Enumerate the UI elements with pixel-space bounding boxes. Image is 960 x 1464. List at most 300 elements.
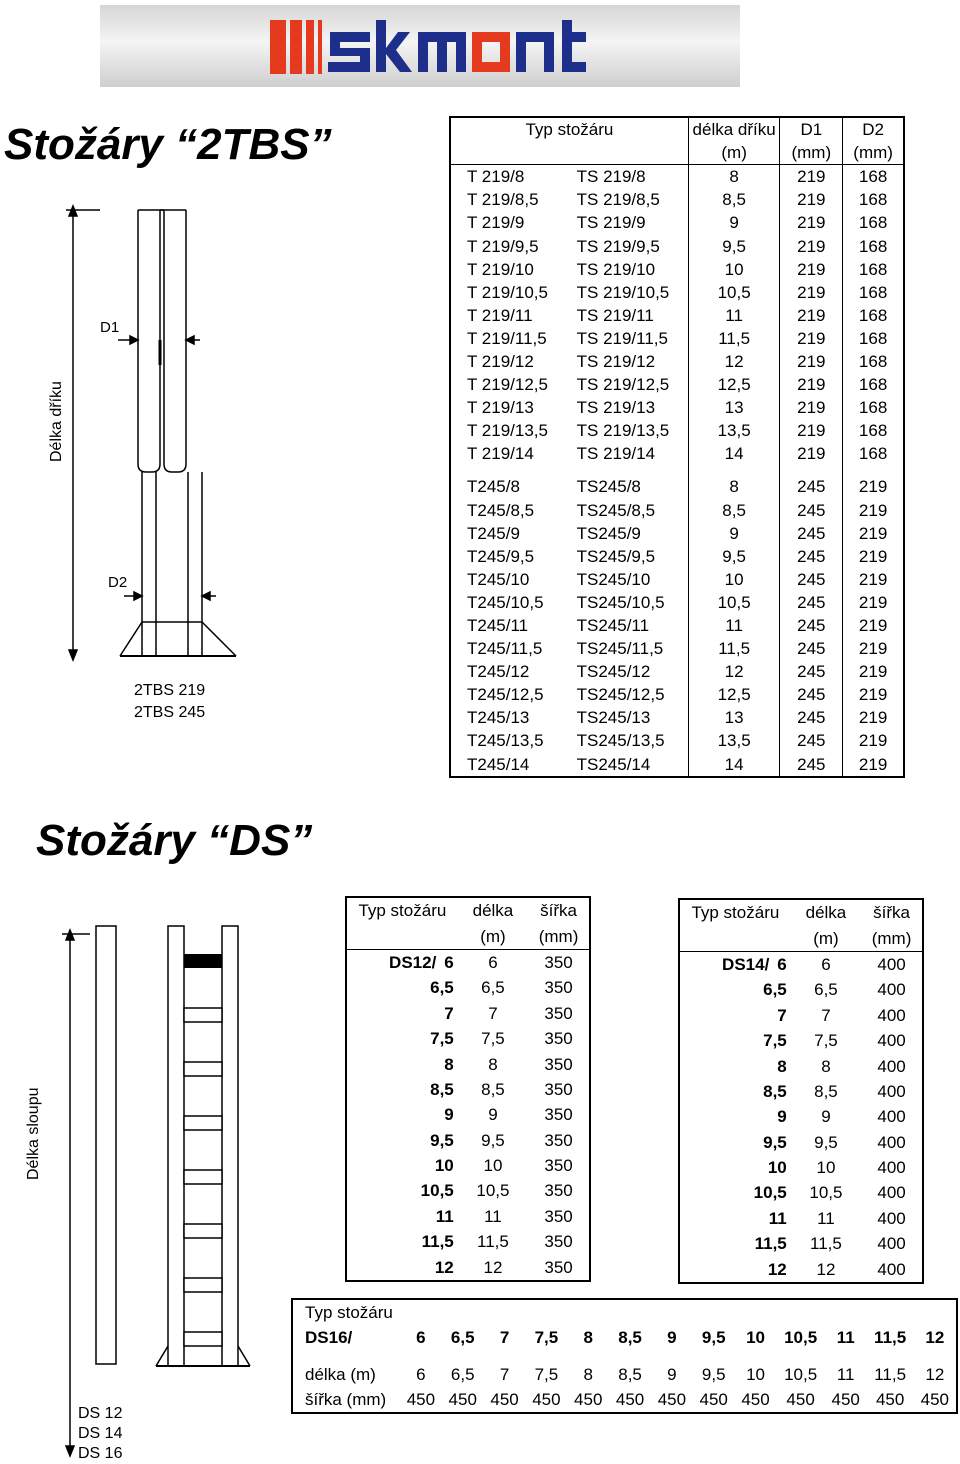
cell-type-t: T245/12 — [467, 662, 530, 682]
type-size: 11 — [768, 1208, 787, 1228]
cell-type-ts: TS 219/11 — [576, 305, 654, 325]
cell-width: 450 — [574, 1390, 603, 1409]
cell-type-ts: TS 219/10 — [576, 259, 656, 279]
cell-type-ts: TS 219/9,5 — [576, 236, 660, 256]
table-row — [346, 1051, 590, 1076]
cell-length: 14 — [688, 753, 780, 777]
ds16-prefix: DS16/ — [305, 1328, 353, 1347]
cell-type-t: T 219/14 — [467, 444, 534, 464]
cell-width: 350 — [544, 1156, 573, 1176]
table-group-245 — [450, 475, 904, 776]
cell-d2: 168 — [843, 396, 904, 419]
cell-type-t: T 219/8,5 — [467, 190, 539, 210]
model-label: DS 14 — [78, 1425, 123, 1442]
cell-width: 400 — [877, 1183, 906, 1203]
cell-width: 450 — [875, 1390, 905, 1409]
table-row — [679, 1155, 923, 1180]
table-row — [450, 545, 904, 568]
cell-type — [679, 1028, 791, 1053]
cell-d2: 168 — [843, 258, 904, 281]
type-size: 9 — [444, 1105, 454, 1125]
type-size: 6,5 — [763, 980, 787, 1000]
cell-type-ts: TS245/9,5 — [576, 546, 656, 566]
cell-d2: 168 — [843, 211, 904, 234]
cell-d1: 219 — [780, 258, 843, 281]
cell-d2: 219 — [843, 729, 904, 752]
cell-d1: 245 — [780, 753, 843, 777]
table-header-row — [450, 117, 904, 141]
cell-type — [679, 1130, 791, 1155]
table-row — [450, 522, 904, 545]
cell-d1: 245 — [780, 475, 843, 498]
cell-type — [346, 975, 458, 1000]
cell-width: 450 — [657, 1390, 687, 1409]
logo-letter-m — [418, 32, 466, 72]
cell-type — [346, 1001, 458, 1026]
cell-type — [679, 951, 791, 977]
cell-type-t: T245/8 — [467, 477, 520, 497]
cell-d2: 168 — [843, 419, 904, 442]
cell-length: 9,5 — [688, 545, 780, 568]
header-length: délka — [472, 901, 514, 921]
type-size: 11,5 — [421, 1232, 454, 1252]
table-row — [679, 1104, 923, 1129]
cell-d1: 245 — [780, 660, 843, 683]
ds-length-dimension-label: Délka sloupu — [25, 1087, 42, 1180]
d1-dimension-label: D1 — [100, 319, 120, 336]
table-row — [679, 1256, 923, 1282]
cell-type-ts: TS 219/8,5 — [576, 190, 660, 210]
type-size: 8,5 — [430, 1079, 454, 1099]
d2-dimension-label: D2 — [108, 574, 128, 591]
cell-d1: 219 — [780, 419, 843, 442]
cell-type-t: T245/9,5 — [467, 546, 535, 566]
cell-type — [346, 1102, 458, 1127]
cell-length: 8,5 — [814, 1081, 838, 1101]
cell-type: 10 — [746, 1328, 765, 1347]
header-width-unit: (mm) — [528, 923, 590, 949]
cell-length: 13,5 — [688, 419, 780, 442]
cell-type-ts: TS245/11 — [576, 616, 650, 636]
cell-length: 11 — [688, 614, 780, 637]
ds12-rows — [346, 949, 590, 1281]
table-group-219 — [450, 165, 904, 466]
ds14-spec-table — [678, 898, 924, 1284]
table-header-unit-row — [346, 923, 590, 949]
type-size: 9,5 — [763, 1132, 787, 1152]
type-size: 9 — [777, 1107, 787, 1127]
cell-type-ts: TS 219/14 — [576, 444, 656, 464]
type-size: 6 — [444, 952, 454, 972]
table-row — [450, 234, 904, 257]
cell-width: 450 — [615, 1390, 645, 1409]
table-row — [679, 1180, 923, 1205]
cell-length: 6,5 — [814, 980, 838, 1000]
type-size: 10 — [434, 1156, 454, 1176]
cell-length: 12 — [688, 350, 780, 373]
cell-d1: 245 — [780, 499, 843, 522]
cell-length: 14 — [688, 442, 780, 465]
table-row — [450, 281, 904, 304]
cell-d1: 219 — [780, 327, 843, 350]
cell-type: 9 — [667, 1328, 677, 1347]
ds16-spec-table — [291, 1298, 958, 1414]
cell-width: 450 — [448, 1390, 477, 1409]
type-size: 10,5 — [420, 1181, 454, 1201]
cell-type — [679, 977, 791, 1002]
cell-length: 13 — [688, 396, 780, 419]
cell-d1: 219 — [780, 165, 843, 189]
cell-length: 11,5 — [810, 1234, 842, 1254]
cell-type-t: T245/14 — [467, 754, 530, 774]
header-type: Typ stožáru — [525, 120, 614, 140]
header-length-unit: (m) — [688, 141, 780, 165]
cell-d2: 219 — [843, 545, 904, 568]
cell-type: 12 — [925, 1328, 945, 1347]
cell-length: 8 — [821, 1056, 831, 1076]
cell-width: 400 — [877, 1081, 906, 1101]
cell-length: 8 — [583, 1365, 593, 1384]
cell-type-ts: TS245/14 — [576, 754, 651, 774]
cell-d2: 219 — [843, 660, 904, 683]
cell-width: 450 — [786, 1390, 815, 1409]
table-row — [450, 327, 904, 350]
cell-length: 12,5 — [688, 683, 780, 706]
model-label: 2TBS 219 — [134, 682, 206, 699]
table-row — [346, 975, 590, 1000]
cell-width: 350 — [544, 952, 573, 972]
table-row — [450, 188, 904, 211]
cell-type — [346, 1077, 458, 1102]
ds16-width-row — [292, 1387, 957, 1413]
cell-d2: 219 — [843, 683, 904, 706]
table-row — [450, 729, 904, 752]
header-d1-unit: (mm) — [780, 141, 843, 165]
cell-width: 450 — [699, 1390, 728, 1409]
cell-type-t: T 219/12,5 — [467, 375, 548, 395]
cell-type: 6 — [416, 1328, 426, 1347]
cell-type: 7 — [499, 1328, 510, 1347]
cell-length: 10 — [688, 258, 780, 281]
cell-length: 11 — [484, 1206, 502, 1226]
table-row — [346, 949, 590, 975]
header-type: Typ stožáru — [358, 901, 447, 921]
cell-length: 7,5 — [814, 1031, 838, 1051]
cell-length: 7 — [821, 1005, 831, 1025]
type-prefix: DS14/ — [722, 954, 770, 974]
ds16-type-label-row — [292, 1299, 957, 1325]
cell-type-ts: TS 219/13 — [576, 398, 656, 418]
cell-length: 9,5 — [814, 1132, 838, 1152]
header-width: šířka — [873, 903, 910, 923]
cell-d1: 245 — [780, 568, 843, 591]
logo-letter-o — [472, 32, 510, 72]
cell-d1: 219 — [780, 373, 843, 396]
cell-d2: 219 — [843, 522, 904, 545]
cell-type-ts: TS245/12,5 — [576, 685, 665, 705]
table-row — [346, 1153, 590, 1178]
cell-type — [346, 1026, 458, 1051]
cell-type: 8,5 — [618, 1328, 642, 1347]
ds16-length-label: délka (m) — [305, 1365, 376, 1384]
model-label: 2TBS 245 — [134, 704, 206, 721]
cell-type-t: T245/11 — [467, 616, 529, 636]
cell-type-ts: TS245/8,5 — [576, 500, 656, 520]
cell-length: 6 — [416, 1365, 426, 1384]
table-row — [450, 706, 904, 729]
cell-width: 450 — [490, 1390, 519, 1409]
section-title-2tbs: Stožáry “2TBS” — [4, 120, 332, 169]
cell-type — [679, 1155, 791, 1180]
type-size: 7,5 — [430, 1029, 454, 1049]
cell-width: 350 — [544, 1029, 573, 1049]
cell-length: 11,5 — [688, 327, 780, 350]
model-label: DS 12 — [78, 1405, 123, 1422]
table-row — [450, 753, 904, 777]
cell-d2: 219 — [843, 591, 904, 614]
table-row — [450, 258, 904, 281]
cell-length: 6 — [821, 954, 831, 974]
type-size: 8 — [444, 1054, 454, 1074]
table-row — [346, 1077, 590, 1102]
table-row — [679, 1079, 923, 1104]
table-row — [679, 1053, 923, 1078]
cell-type — [679, 1053, 791, 1078]
type-prefix: DS12/ — [389, 952, 437, 972]
cell-length: 8,5 — [618, 1365, 642, 1384]
cell-type: 10,5 — [784, 1328, 818, 1347]
cell-type — [679, 1206, 791, 1231]
cell-d1: 245 — [780, 614, 843, 637]
cell-type-t: T 219/8 — [467, 167, 525, 187]
table-row — [679, 1003, 923, 1028]
cell-length: 10,5 — [809, 1183, 843, 1203]
cell-width: 450 — [831, 1390, 860, 1409]
cell-type-t: T 219/12 — [467, 351, 534, 371]
cell-length: 9,5 — [688, 234, 780, 257]
cell-type-ts: TS245/10 — [576, 569, 651, 589]
cell-type — [346, 1254, 458, 1280]
cell-width: 400 — [877, 1132, 906, 1152]
cell-length: 11 — [817, 1208, 835, 1228]
cell-type: 9,5 — [701, 1328, 726, 1347]
cell-width: 450 — [920, 1390, 950, 1409]
cell-d2: 219 — [843, 499, 904, 522]
cell-d2: 168 — [843, 281, 904, 304]
cell-length: 11,5 — [874, 1365, 907, 1384]
type-size: 11,5 — [754, 1234, 787, 1254]
table-row — [450, 614, 904, 637]
cell-type-ts: TS 219/13,5 — [576, 421, 670, 441]
cell-length: 6 — [488, 952, 498, 972]
cell-type — [679, 1256, 791, 1282]
logo-red-bar-1 — [270, 20, 286, 74]
ds-model-list — [78, 1404, 122, 1464]
cell-d2: 219 — [843, 706, 904, 729]
section-title-ds: Stožáry “DS” — [36, 816, 313, 865]
table-row — [450, 211, 904, 234]
cell-length: 8,5 — [481, 1079, 505, 1099]
cell-d1: 245 — [780, 545, 843, 568]
cell-d2: 168 — [843, 442, 904, 465]
cell-type — [679, 1079, 791, 1104]
skmont-logo — [270, 12, 590, 82]
ds14-rows — [679, 951, 923, 1283]
cell-type — [679, 1231, 791, 1256]
ds12-spec-table — [345, 896, 591, 1282]
cell-type-t: T 219/10,5 — [467, 282, 548, 302]
cell-type — [346, 1178, 458, 1203]
cell-width: 400 — [877, 1234, 906, 1254]
cell-type-t: T245/10 — [467, 569, 530, 589]
cell-type-t: T 219/9,5 — [467, 236, 539, 256]
cell-width: 450 — [741, 1390, 770, 1409]
header-d1: D1 — [780, 117, 843, 141]
cell-d2: 168 — [843, 350, 904, 373]
table-row — [679, 1231, 923, 1256]
table-header-row — [346, 897, 590, 923]
cell-width: 400 — [877, 1056, 906, 1076]
cell-length: 12 — [925, 1365, 945, 1384]
cell-d1: 219 — [780, 442, 843, 465]
cell-length: 8 — [488, 1054, 498, 1074]
header-d2-unit: (mm) — [843, 141, 904, 165]
cell-length: 12,5 — [688, 373, 780, 396]
type-size: 9,5 — [430, 1130, 454, 1150]
type-size: 7 — [777, 1005, 787, 1025]
cell-d1: 245 — [780, 591, 843, 614]
cell-d1: 219 — [780, 304, 843, 327]
2tbs-spec-table — [449, 116, 905, 778]
type-size: 6,5 — [430, 978, 454, 998]
2tbs-pole-drawing — [40, 200, 250, 670]
cell-length: 10 — [688, 568, 780, 591]
table-row — [450, 350, 904, 373]
cell-length: 13 — [688, 706, 780, 729]
cell-type-ts: TS 219/9 — [576, 213, 646, 233]
cell-length: 7 — [499, 1365, 510, 1384]
cell-length: 9 — [821, 1107, 831, 1127]
cell-length: 9 — [688, 522, 780, 545]
cell-type — [346, 1229, 458, 1254]
cell-width: 450 — [532, 1390, 561, 1409]
table-row — [450, 683, 904, 706]
cell-width: 400 — [877, 1031, 906, 1051]
cell-type-t: T245/13,5 — [467, 731, 544, 751]
cell-type-t: T245/8,5 — [467, 500, 535, 520]
ds16-width-label: šířka (mm) — [305, 1390, 387, 1409]
cell-width: 450 — [406, 1390, 436, 1409]
cell-type-t: T 219/13 — [467, 398, 534, 418]
ds16-type-label: Typ stožáru — [305, 1303, 393, 1322]
table-row — [450, 304, 904, 327]
table-header-unit-row — [450, 141, 904, 165]
2tbs-model-list — [134, 680, 205, 724]
table-row — [346, 1102, 590, 1127]
cell-width: 400 — [877, 1005, 906, 1025]
cell-length: 9,5 — [481, 1130, 505, 1150]
table-row — [679, 951, 923, 977]
cell-d1: 245 — [780, 683, 843, 706]
cell-length: 9 — [667, 1365, 677, 1384]
cell-type — [679, 1003, 791, 1028]
header-length: délka — [805, 903, 847, 923]
cell-type-ts: TS245/12 — [576, 662, 651, 682]
cell-length: 10 — [483, 1156, 503, 1176]
table-row — [346, 1204, 590, 1229]
cell-type-ts: TS 219/10,5 — [576, 282, 670, 302]
table-row — [346, 1254, 590, 1280]
cell-d2: 168 — [843, 304, 904, 327]
cell-type-t: T 219/11 — [467, 305, 533, 325]
cell-width: 350 — [544, 1003, 573, 1023]
ds-pole-drawing — [20, 890, 260, 1460]
header-length-unit: (m) — [458, 923, 528, 949]
table-row — [450, 442, 904, 465]
cell-d2: 219 — [843, 614, 904, 637]
cell-d1: 245 — [780, 522, 843, 545]
cell-type: 11 — [836, 1328, 855, 1347]
cell-length: 7 — [488, 1003, 498, 1023]
cell-type-t: T 219/13,5 — [467, 421, 548, 441]
cell-d1: 219 — [780, 396, 843, 419]
cell-width: 350 — [544, 1232, 573, 1252]
ds16-length-row — [292, 1362, 957, 1387]
type-size: 12 — [767, 1259, 787, 1279]
type-size: 11 — [435, 1206, 454, 1226]
cell-d2: 168 — [843, 373, 904, 396]
cell-type — [679, 1180, 791, 1205]
cell-d2: 168 — [843, 188, 904, 211]
header-length: délka dříku — [688, 117, 780, 141]
cell-type-ts: TS245/11,5 — [576, 639, 664, 659]
cell-width: 400 — [877, 1158, 906, 1178]
cell-width: 400 — [877, 954, 906, 974]
cell-length: 11 — [836, 1365, 855, 1384]
cell-length: 10,5 — [688, 281, 780, 304]
cell-type — [346, 1204, 458, 1229]
table-row — [346, 1229, 590, 1254]
table-row — [450, 660, 904, 683]
header-d2: D2 — [843, 117, 904, 141]
cell-d2: 168 — [843, 165, 904, 189]
cell-type-ts: TS245/13,5 — [576, 731, 665, 751]
cell-length: 13,5 — [688, 729, 780, 752]
cell-type-t: T245/11,5 — [467, 639, 543, 659]
cell-width: 350 — [544, 1079, 573, 1099]
table-row — [346, 1178, 590, 1203]
cell-width: 350 — [544, 978, 573, 998]
table-header-row — [679, 899, 923, 925]
cell-length: 9 — [688, 211, 780, 234]
table-row — [679, 1206, 923, 1231]
cell-width: 400 — [877, 1208, 906, 1228]
length-dimension-label: Délka dříku — [48, 381, 65, 462]
cell-d2: 219 — [843, 753, 904, 777]
type-size: 10 — [767, 1158, 787, 1178]
type-size: 12 — [434, 1257, 454, 1277]
cell-type-ts: TS245/8 — [576, 477, 641, 497]
logo-letter-k — [376, 20, 412, 72]
type-size: 8,5 — [763, 1081, 787, 1101]
cell-d1: 245 — [780, 706, 843, 729]
cell-length: 11,5 — [477, 1232, 509, 1252]
cell-length: 9 — [488, 1105, 498, 1125]
logo-red-bar-2 — [290, 20, 302, 74]
cell-length: 10,5 — [476, 1181, 510, 1201]
cell-d2: 219 — [843, 475, 904, 498]
cell-d1: 219 — [780, 350, 843, 373]
